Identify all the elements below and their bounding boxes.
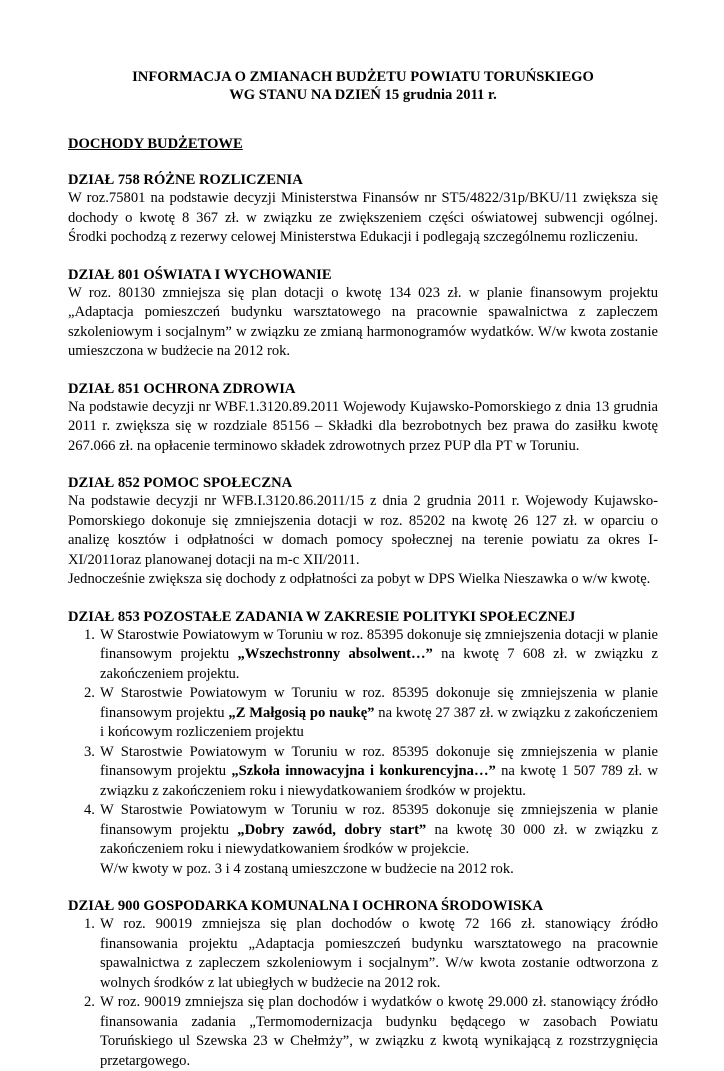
dzial-900-list: [68, 915, 658, 1071]
dzial-851-text: Na podstawie decyzji nr WBF.1.3120.89.2011 Wojewody Kujawsko-Pomorskiego z dnia 13 grudnia 2011 r. zwiększa się w rozdziale 85156 – Składki dla bezrobotnych bez prawa do zasiłku kwotę 267.066 zł. na opłacenie terminowo składek zdrowotnych przez PUP dla PT w Toruniu.: [68, 398, 658, 454]
dzial-853-list: [68, 626, 658, 860]
dzial-900: [68, 897, 658, 1071]
dzial-852-text-2: Jednocześnie zwiększa się dochody z odpłatności za pobyt w DPS Wielka Nieszawka o w/w kwotę.: [68, 571, 651, 587]
dzial-853: [68, 608, 658, 880]
dzial-851: [68, 380, 658, 457]
dzial-900-heading: DZIAŁ 900 GOSPODARKA KOMUNALNA I OCHRONA ŚRODOWISKA: [68, 898, 544, 914]
dzial-801: [68, 266, 658, 362]
dzial-852: [68, 474, 658, 590]
dzial-851-heading: DZIAŁ 851 OCHRONA ZDROWIA: [68, 380, 296, 397]
dzial-853-note: W/w kwoty w poz. 3 i 4 zostaną umieszczone w budżecie na 2012 rok.: [100, 860, 514, 877]
dzial-852-heading: DZIAŁ 852 POMOC SPOŁECZNA: [68, 475, 293, 491]
dzial-853-heading: DZIAŁ 853 POZOSTAŁE ZADANIA W ZAKRESIE POLITYKI SPOŁECZNEJ: [68, 608, 576, 625]
document-title-line-2: WG STANU NA DZIEŃ 15 grudnia 2011 r.: [229, 87, 497, 103]
dzial-758: [68, 171, 658, 248]
list-item: 1. W roz. 90019 zmniejsza się plan dochodów o kwotę 72 166 zł. stanowiący źródło finansowania projektu „Adaptacja pomieszczeń budynku warsztatowego na pracownie spawalnictwa z zapleczem szkoleniowym i socjalnym”. W/w kwota zostanie odtworzona z wolnych środków z lat ubiegłych w budżecie na 2012 rok.: [84, 916, 658, 991]
section-heading-dochody: DOCHODY BUDŻETOWE: [68, 136, 243, 152]
dzial-801-heading: DZIAŁ 801 OŚWIATA I WYCHOWANIE: [68, 266, 332, 283]
document-title-line-1: INFORMACJA O ZMIANACH BUDŻETU POWIATU TORUŃSKIEGO: [132, 69, 594, 85]
dzial-801-text: W roz. 80130 zmniejsza się plan dotacji o kwotę 134 023 zł. w planie finansowym projektu „Adaptacja pomieszczeń budynku warsztatowego na pracownie spawalnictwa z zapleczem szkoleniowym i socjalnym” w związku ze zmianą harmonogramów wydatków. W/w kwota zostanie umieszczona w budżecie na 2012 rok.: [68, 284, 658, 359]
list-item: 2. W Starostwie Powiatowym w Toruniu w roz. 85395 dokonuje się zmniejszenia w planie finansowym projektu „Z Małgosią po naukę” na kwotę 27 387 zł. w związku z zakończeniem i końcowym rozliczeniem projektu: [84, 685, 658, 740]
list-item: 2. W roz. 90019 zmniejsza się plan dochodów i wydatków o kwotę 29.000 zł. stanowiący źródło finansowania zadania „Termomodernizacja budynku będącego w zasobach Powiatu Toruńskiego ul Szewska 23 w Chełmży”, w związku z kwotą wynikającą z rozstrzygnięcia przetargowego.: [84, 994, 658, 1069]
dzial-758-heading: DZIAŁ 758 RÓŻNE ROZLICZENIA: [68, 172, 303, 188]
dzial-852-text-1: Na podstawie decyzji nr WFB.I.3120.86.2011/15 z dnia 2 grudnia 2011 r. Wojewody Kujawsko-Pomorskiego dokonuje się zmniejszenia dotacji w roz. 85202 na kwotę 26 127 zł. w oparciu o analizę kosztów i odpłatności w domach pomocy społecznej na terenie powiatu za okres I-XI/2011oraz planowanej dotacji na m-c XII/2011.: [68, 493, 658, 568]
dzial-758-text: W roz.75801 na podstawie decyzji Ministerstwa Finansów nr ST5/4822/31p/BKU/11 zwiększa się dochody o kwotę 8 367 zł. w związku ze zwiększeniem części oświatowej subwencji ogólnej. Środki pochodzą z rezerwy celowej Ministerstwa Edukacji i podlegają szczególnemu rozliczeniu.: [68, 190, 658, 245]
list-item: 1. W Starostwie Powiatowym w Toruniu w roz. 85395 dokonuje się zmniejszenia dotacji w planie finansowym projektu „Wszechstronny absolwent…” na kwotę 7 608 zł. w związku z zakończeniem projektu.: [84, 626, 658, 682]
list-item: 3. W Starostwie Powiatowym w Toruniu w roz. 85395 dokonuje się zmniejszenia w planie finansowym projektu „Szkoła innowacyjna i konkurencyjna…” na kwotę 1 507 789 zł. w związku z zakończeniem roku i niewydatkowaniem środków w projektu.: [84, 743, 658, 799]
list-item: 4. W Starostwie Powiatowym w Toruniu w roz. 85395 dokonuje się zmniejszenia w planie finansowym projektu „Dobry zawód, dobry start” na kwotę 30 000 zł. w związku z zakończeniem roku i niewydatkowaniem środków w projekcie.: [84, 802, 658, 857]
